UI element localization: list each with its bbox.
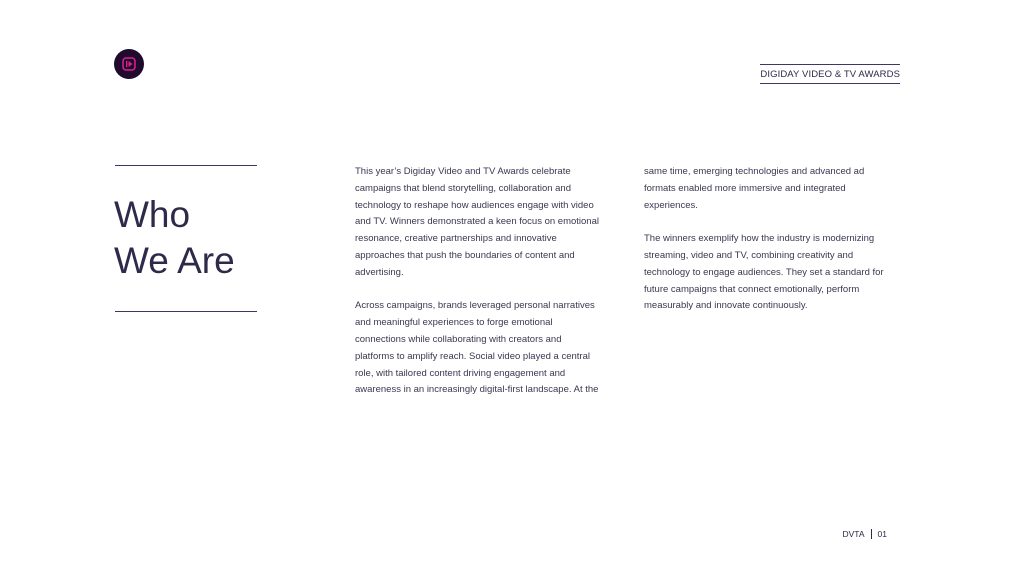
paragraph-technologies bbox=[644, 164, 914, 214]
text-line: The winners exemplify how the industry is modernizing bbox=[644, 233, 875, 245]
paragraph-winners bbox=[644, 231, 914, 315]
text-line: platforms to amplify reach. Social video played a central bbox=[355, 350, 590, 362]
text-line: future campaigns that connect emotionally, perform bbox=[644, 283, 860, 295]
text-line: technology to engage audiences. They set a standard for bbox=[644, 266, 884, 278]
text-line: campaigns that blend storytelling, collaboration and bbox=[355, 182, 571, 194]
footer-divider bbox=[871, 529, 872, 539]
text-line: role, with tailored content driving engagement and bbox=[355, 367, 566, 379]
title-line-1: Who bbox=[114, 194, 191, 235]
play-logo-icon bbox=[121, 56, 137, 72]
text-line: formats enabled more immersive and integrated bbox=[644, 182, 846, 194]
body-column-left bbox=[355, 164, 625, 399]
text-line: same time, emerging technologies and advanced ad bbox=[644, 166, 865, 177]
text-line: measurably and innovate continuously. bbox=[644, 300, 808, 312]
body-column-right bbox=[644, 164, 914, 315]
text-line: advertising. bbox=[355, 266, 404, 278]
text-line: experiences. bbox=[644, 199, 698, 211]
text-line: streaming, video and TV, combining creativity and bbox=[644, 249, 854, 261]
page-number: 01 bbox=[877, 529, 887, 539]
text-line: resonance, creative partnerships and innovative bbox=[355, 233, 557, 245]
page-title bbox=[114, 192, 235, 284]
title-line-2: We Are bbox=[114, 240, 235, 281]
footer-label: DVTA bbox=[842, 529, 865, 539]
text-line: approaches that push the boundaries of content and bbox=[355, 249, 575, 261]
title-top-rule bbox=[115, 165, 257, 166]
paragraph-intro bbox=[355, 164, 625, 282]
header-tag: DIGIDAY VIDEO & TV AWARDS bbox=[760, 64, 900, 84]
text-line: and TV. Winners demonstrated a keen focus on emotional bbox=[355, 216, 599, 228]
text-line: Across campaigns, brands leveraged personal narratives bbox=[355, 300, 595, 312]
text-line: and meaningful experiences to forge emotional bbox=[355, 317, 553, 329]
footer bbox=[842, 529, 887, 539]
title-bottom-rule bbox=[115, 311, 257, 312]
text-line: This year’s Digiday Video and TV Awards celebrate bbox=[355, 166, 571, 177]
text-line: connections while collaborating with creators and bbox=[355, 333, 562, 345]
digiday-logo-icon[interactable] bbox=[114, 49, 144, 79]
paragraph-campaigns bbox=[355, 298, 625, 399]
text-line: technology to reshape how audiences engage with video bbox=[355, 199, 594, 211]
text-line: awareness in an increasingly digital-first landscape. At the bbox=[355, 384, 599, 396]
